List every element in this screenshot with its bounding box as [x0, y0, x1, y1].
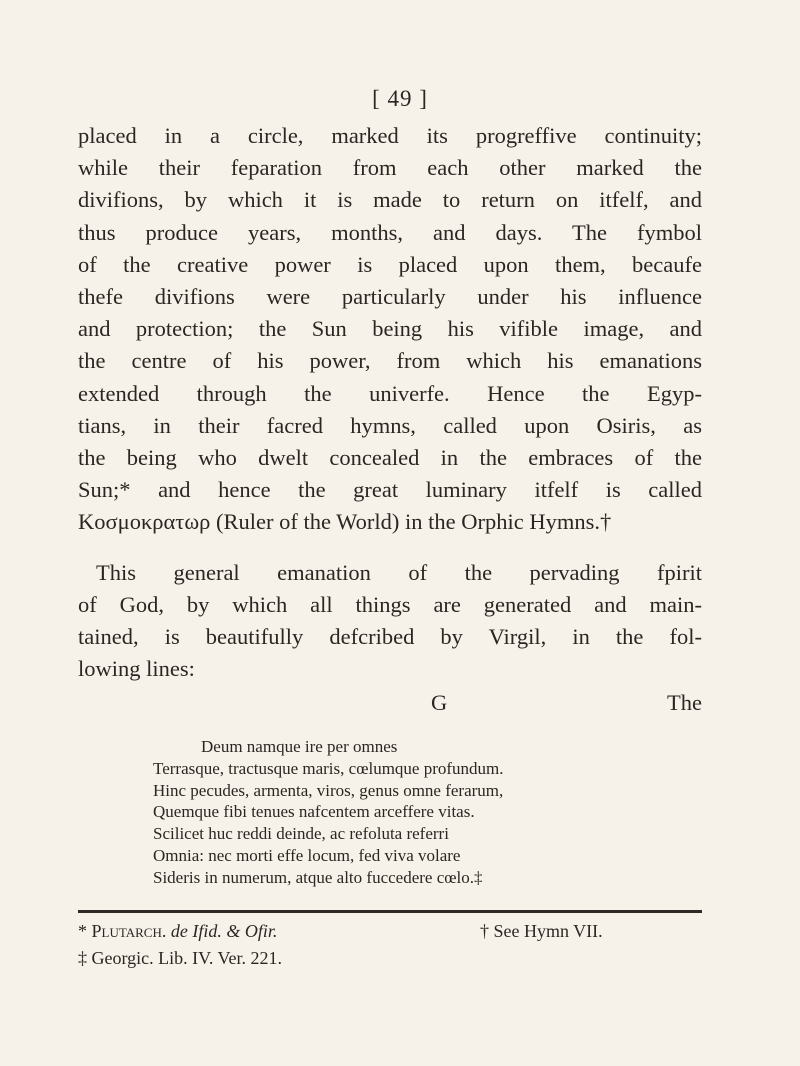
signature-mark: G	[431, 690, 448, 715]
paragraph-2	[78, 557, 702, 686]
text-line: divifions, by which it is made to return on itfelf, and	[78, 187, 702, 213]
verse-line: Sideris in numerum, atque alto fuccedere cœlo.‡	[153, 867, 483, 887]
text-line: lowing lines:	[78, 656, 195, 682]
catch-line	[78, 690, 702, 722]
footnote-hymn: † See Hymn VII.	[480, 921, 603, 941]
catchword: The	[667, 690, 702, 715]
verse-line: Hinc pecudes, armenta, viros, genus omne ferarum,	[153, 780, 504, 800]
verse-line: Terrasque, tractusque maris, cœlumque profundum.	[153, 758, 504, 778]
text-line: of the creative power is placed upon them, becaufe	[78, 251, 702, 277]
text-line: of God, by which all things are generated and main-	[78, 591, 702, 617]
footnote-rule	[78, 910, 702, 913]
footnote-georgic: ‡ Georgic. Lib. IV. Ver. 221.	[78, 948, 282, 968]
paragraph-gap	[78, 539, 702, 557]
verse-line: Quemque fibi tenues nafcentem arceffere vitas.	[153, 802, 475, 822]
text-line: Κοσμοκρατωρ (Ruler of the World) in the Orphic Hymns.†	[78, 509, 612, 535]
text-line: the centre of his power, from which his emanations	[78, 348, 702, 374]
text-line: extended through the univerfe. Hence the Egyp-	[78, 380, 702, 406]
text-line: thefe divifions were particularly under his influence	[78, 284, 702, 310]
footnote-row	[78, 918, 702, 945]
text-line: and protection; the Sun being his vifible image, and	[78, 316, 702, 342]
verse-line: Omnia: nec morti effe locum, fed viva volare	[153, 845, 461, 865]
paragraph-1	[78, 120, 702, 539]
text-line: This general emanation of the pervading fpirit	[96, 559, 702, 585]
page-number: [ 49 ]	[372, 86, 428, 111]
text-line: while their feparation from each other marked the	[78, 155, 702, 181]
footnote-author: Plutarch.	[91, 921, 167, 941]
footnote-row	[78, 945, 702, 972]
text-line: placed in a circle, marked its progreffive continuity;	[78, 123, 702, 148]
footnote-mark: *	[78, 921, 87, 941]
text-line: thus produce years, months, and days. The fymbol	[78, 219, 702, 245]
text-line: tained, is beautifully defcribed by Virgil, in the fol-	[78, 624, 702, 650]
main-text	[78, 120, 702, 685]
verse-quotation	[153, 736, 713, 889]
verse-line: Scilicet huc reddi deinde, ac refoluta referri	[153, 824, 449, 844]
footnote-work: de Ifid. & Ofir.	[170, 921, 278, 941]
text-line: the being who dwelt concealed in the embraces of the	[78, 445, 702, 471]
footnote-plutarch	[78, 918, 277, 945]
text-line: Sun;* and hence the great luminary itfelf is called	[78, 477, 702, 503]
verse-line: Deum namque ire per omnes	[201, 737, 398, 756]
footnotes	[78, 918, 702, 972]
text-line: tians, in their facred hymns, called upon Osiris, as	[78, 412, 702, 438]
